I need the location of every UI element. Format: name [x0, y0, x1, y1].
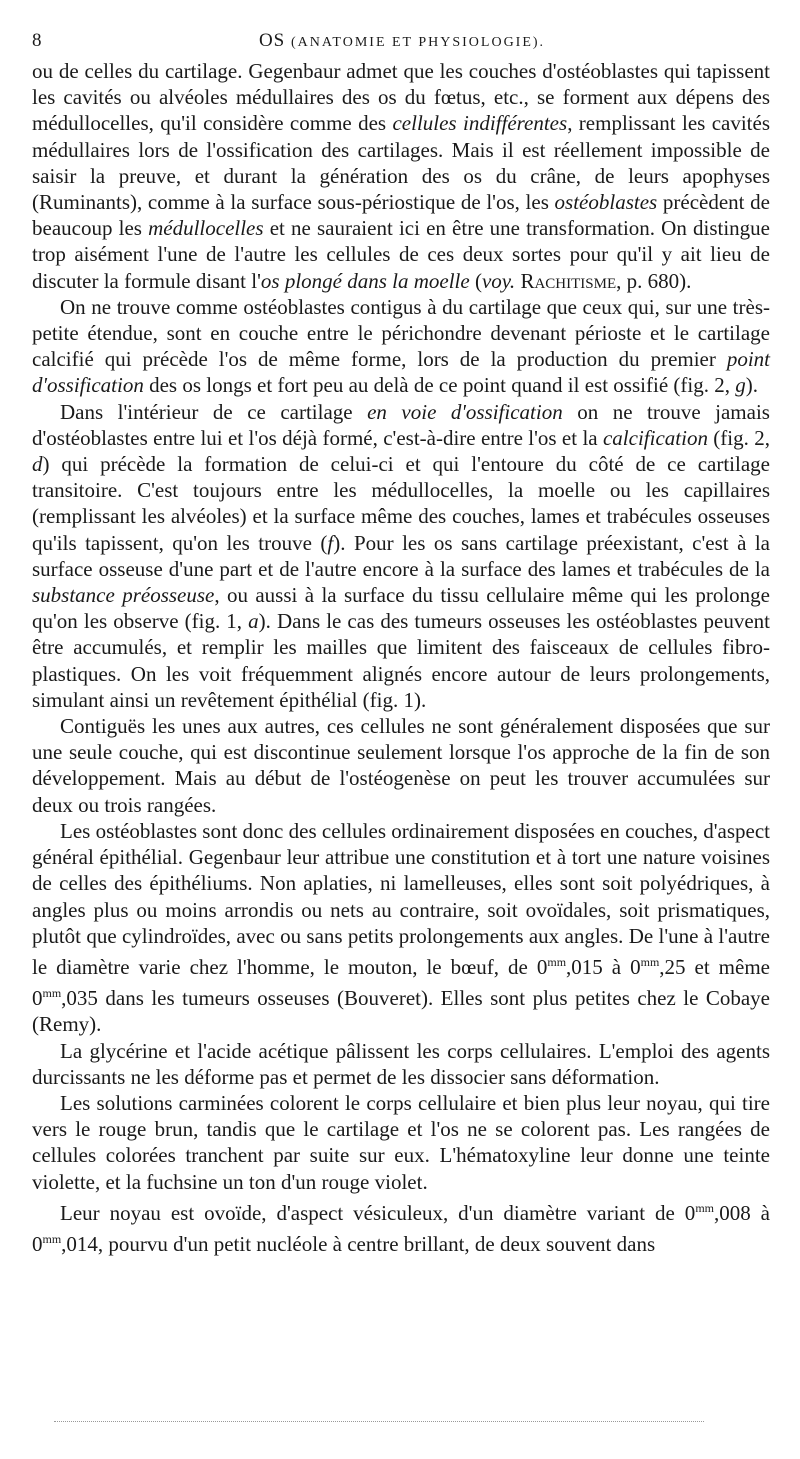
page-header	[32, 30, 772, 54]
text-span: ,015 à 0	[566, 954, 641, 979]
text-span: et ne sauraient ici en être une transformation. On distingue trop aisément l'une de l'autre les cellules de ces deux sortes pour qu'il y ait lieu de discuter la formule disant l'	[32, 216, 770, 293]
text-span: La glycérine et l'acide acétique pâlissent les corps cellulaires. L'emploi des agents durcissants ne les déforme pas et permet de les dissocier sans déformation.	[32, 1038, 770, 1089]
body-text	[32, 58, 770, 1257]
unit-superscript: mm	[42, 1231, 62, 1246]
text-span: (	[469, 268, 482, 293]
text-span: ,008 à 0	[32, 1200, 770, 1256]
paragraph-p1	[32, 58, 770, 294]
text-span: Les ostéoblastes sont donc des cellules ordinairement disposées en couches, d'aspect général épithélial. Gegenbaur leur attribue une constitution et à tort une nature voisines de celles des épithéliums. Non aplaties, ni lamelleuses, elles sont soit polyédriques, à angles plus ou moins arrondis ou nets au contraire, soit ovoïdales, soit prismatiques, plutôt que cylindroïdes, avec ou sans petits prolongements aux angles. De l'une à l'autre le diamètre varie chez l'homme, le mouton, le bœuf, de 0	[32, 818, 771, 979]
italic-span: point d'ossification	[32, 347, 770, 398]
text-span: ,25 et même 0	[32, 954, 770, 1011]
text-span: , p. 680).	[616, 268, 692, 293]
running-head-subtitle: (ANATOMIE ET PHYSIOLOGIE).	[290, 35, 546, 50]
text-span: (fig. 2,	[707, 425, 770, 450]
paragraph-p2	[32, 294, 770, 399]
italic-span: médullocelles	[148, 216, 264, 241]
paragraph-p7	[32, 1090, 770, 1195]
text-span: ).	[745, 373, 758, 398]
text-span: précèdent de beaucoup les	[32, 190, 770, 241]
text-span: ,014, pourvu d'un petit nucléole à centre brillant, de deux souvent dans	[61, 1231, 656, 1256]
running-head-main: OS	[258, 30, 286, 51]
italic-span: os plongé dans la moelle	[260, 268, 470, 293]
paragraph-p4	[32, 713, 770, 818]
italic-span: g	[735, 373, 746, 398]
italic-span: calcification	[602, 425, 708, 450]
text-span: Les solutions carminées colorent le corps cellulaire et bien plus leur noyau, qui tire vers le rouge brun, tandis que le cartilage et l'os ne se colorent pas. Les rangées de cellules colorées tranchent par suite sur eux. L'hématoxyline leur donne une teinte violette, et la fuchsine un ton d'un rouge violet.	[32, 1090, 770, 1194]
text-span: ). Dans le cas des tumeurs osseuses les ostéoblastes peuvent être accumulés, et remplir les mailles que limitent des faisceaux de cellules fibro-plastiques. On les voit fréquemment alignés encore autour de leurs prolongements, simulant ainsi un revêtement épithélial (fig. 1).	[32, 609, 770, 712]
paragraph-p5	[32, 818, 770, 1038]
text-span: ,035 dans les tumeurs osseuses (Bouveret). Elles sont plus petites chez le Cobaye (Remy).	[32, 986, 770, 1037]
italic-span: f	[327, 530, 334, 555]
unit-superscript: mm	[42, 986, 62, 1001]
running-head	[32, 30, 772, 52]
italic-span: en voie d'ossification	[367, 399, 563, 424]
text-span: ). Pour les os sans cartilage préexistant, c'est à la surface osseuse d'une part et de l'autre encore à la surface des lames et trabécules de la	[32, 530, 770, 581]
italic-span: a	[248, 609, 259, 634]
text-span: des os longs et fort peu au delà de ce point quand il est ossifié (fig. 2,	[143, 373, 736, 398]
text-span: on ne trouve jamais d'ostéoblastes entre lui et l'os déjà formé, c'est-à-dire entre l'os et la	[32, 399, 770, 450]
text-span: ) qui précède la formation de celui-ci et qui l'entoure du côté de ce cartilage transitoire. C'est toujours entre les médullocelles, la moelle ou les capillaires (remplissant les alvéoles) et la surface même des couches, lames et trabécules osseuses qu'ils tapissent, qu'on les trouve (	[32, 452, 770, 555]
text-span: Dans l'intérieur de ce cartilage	[60, 399, 368, 424]
text-span: , remplissant les cavités médullaires lors de l'ossification des cartilages. Mais il est réellement impossible de saisir la preuve, et durant la génération des os du crâne, de leurs apophyses (Ruminants), comme à la surface sous-périostique de l'os, les	[32, 111, 771, 215]
footer-rule	[54, 1421, 704, 1422]
paragraph-p6	[32, 1038, 770, 1090]
paragraph-p3	[32, 399, 770, 713]
unit-superscript: mm	[640, 954, 660, 969]
page-number: 8	[32, 30, 42, 51]
text-span: Contiguës les unes aux autres, ces cellules ne sont généralement disposées que sur une seule couche, qui est discontinue seulement lorsque l'os approche de la fin de son développement. Mais au début de l'ostéogenèse on peut les trouver accumulées sur deux ou trois rangées.	[32, 714, 770, 817]
unit-superscript: mm	[695, 1200, 714, 1215]
italic-span: d	[32, 452, 43, 477]
text-span: , ou aussi à la surface du tissu cellulaire même qui les prolonge qu'on les observe (fig. 1,	[32, 583, 770, 634]
paragraph-p8	[32, 1195, 770, 1257]
text-span: On ne trouve comme ostéoblastes contigus à du cartilage que ceux qui, sur une très-petite étendue, sont en couche entre le périchondre devenant périoste et le cartilage calcifié qui précède l'os de même forme, lors de la production du premier	[32, 294, 770, 372]
unit-superscript: mm	[547, 954, 567, 969]
italic-span: cellules indifférentes	[392, 111, 568, 136]
small-caps-span: Rachitisme	[520, 268, 617, 293]
italic-span: voy.	[481, 268, 516, 293]
italic-span: substance préosseuse	[32, 583, 215, 608]
text-span: Leur noyau est ovoïde, d'aspect vésiculeux, d'un diamètre variant de 0	[60, 1200, 696, 1225]
italic-span: ostéoblastes	[554, 190, 658, 215]
text-span: ou de celles du cartilage. Gegenbaur admet que les couches d'ostéoblastes qui tapissent les cavités ou alvéoles médullaires des os du fœtus, etc., se forment aux dépens des médullocelles, qu'il considère comme des	[32, 59, 770, 136]
